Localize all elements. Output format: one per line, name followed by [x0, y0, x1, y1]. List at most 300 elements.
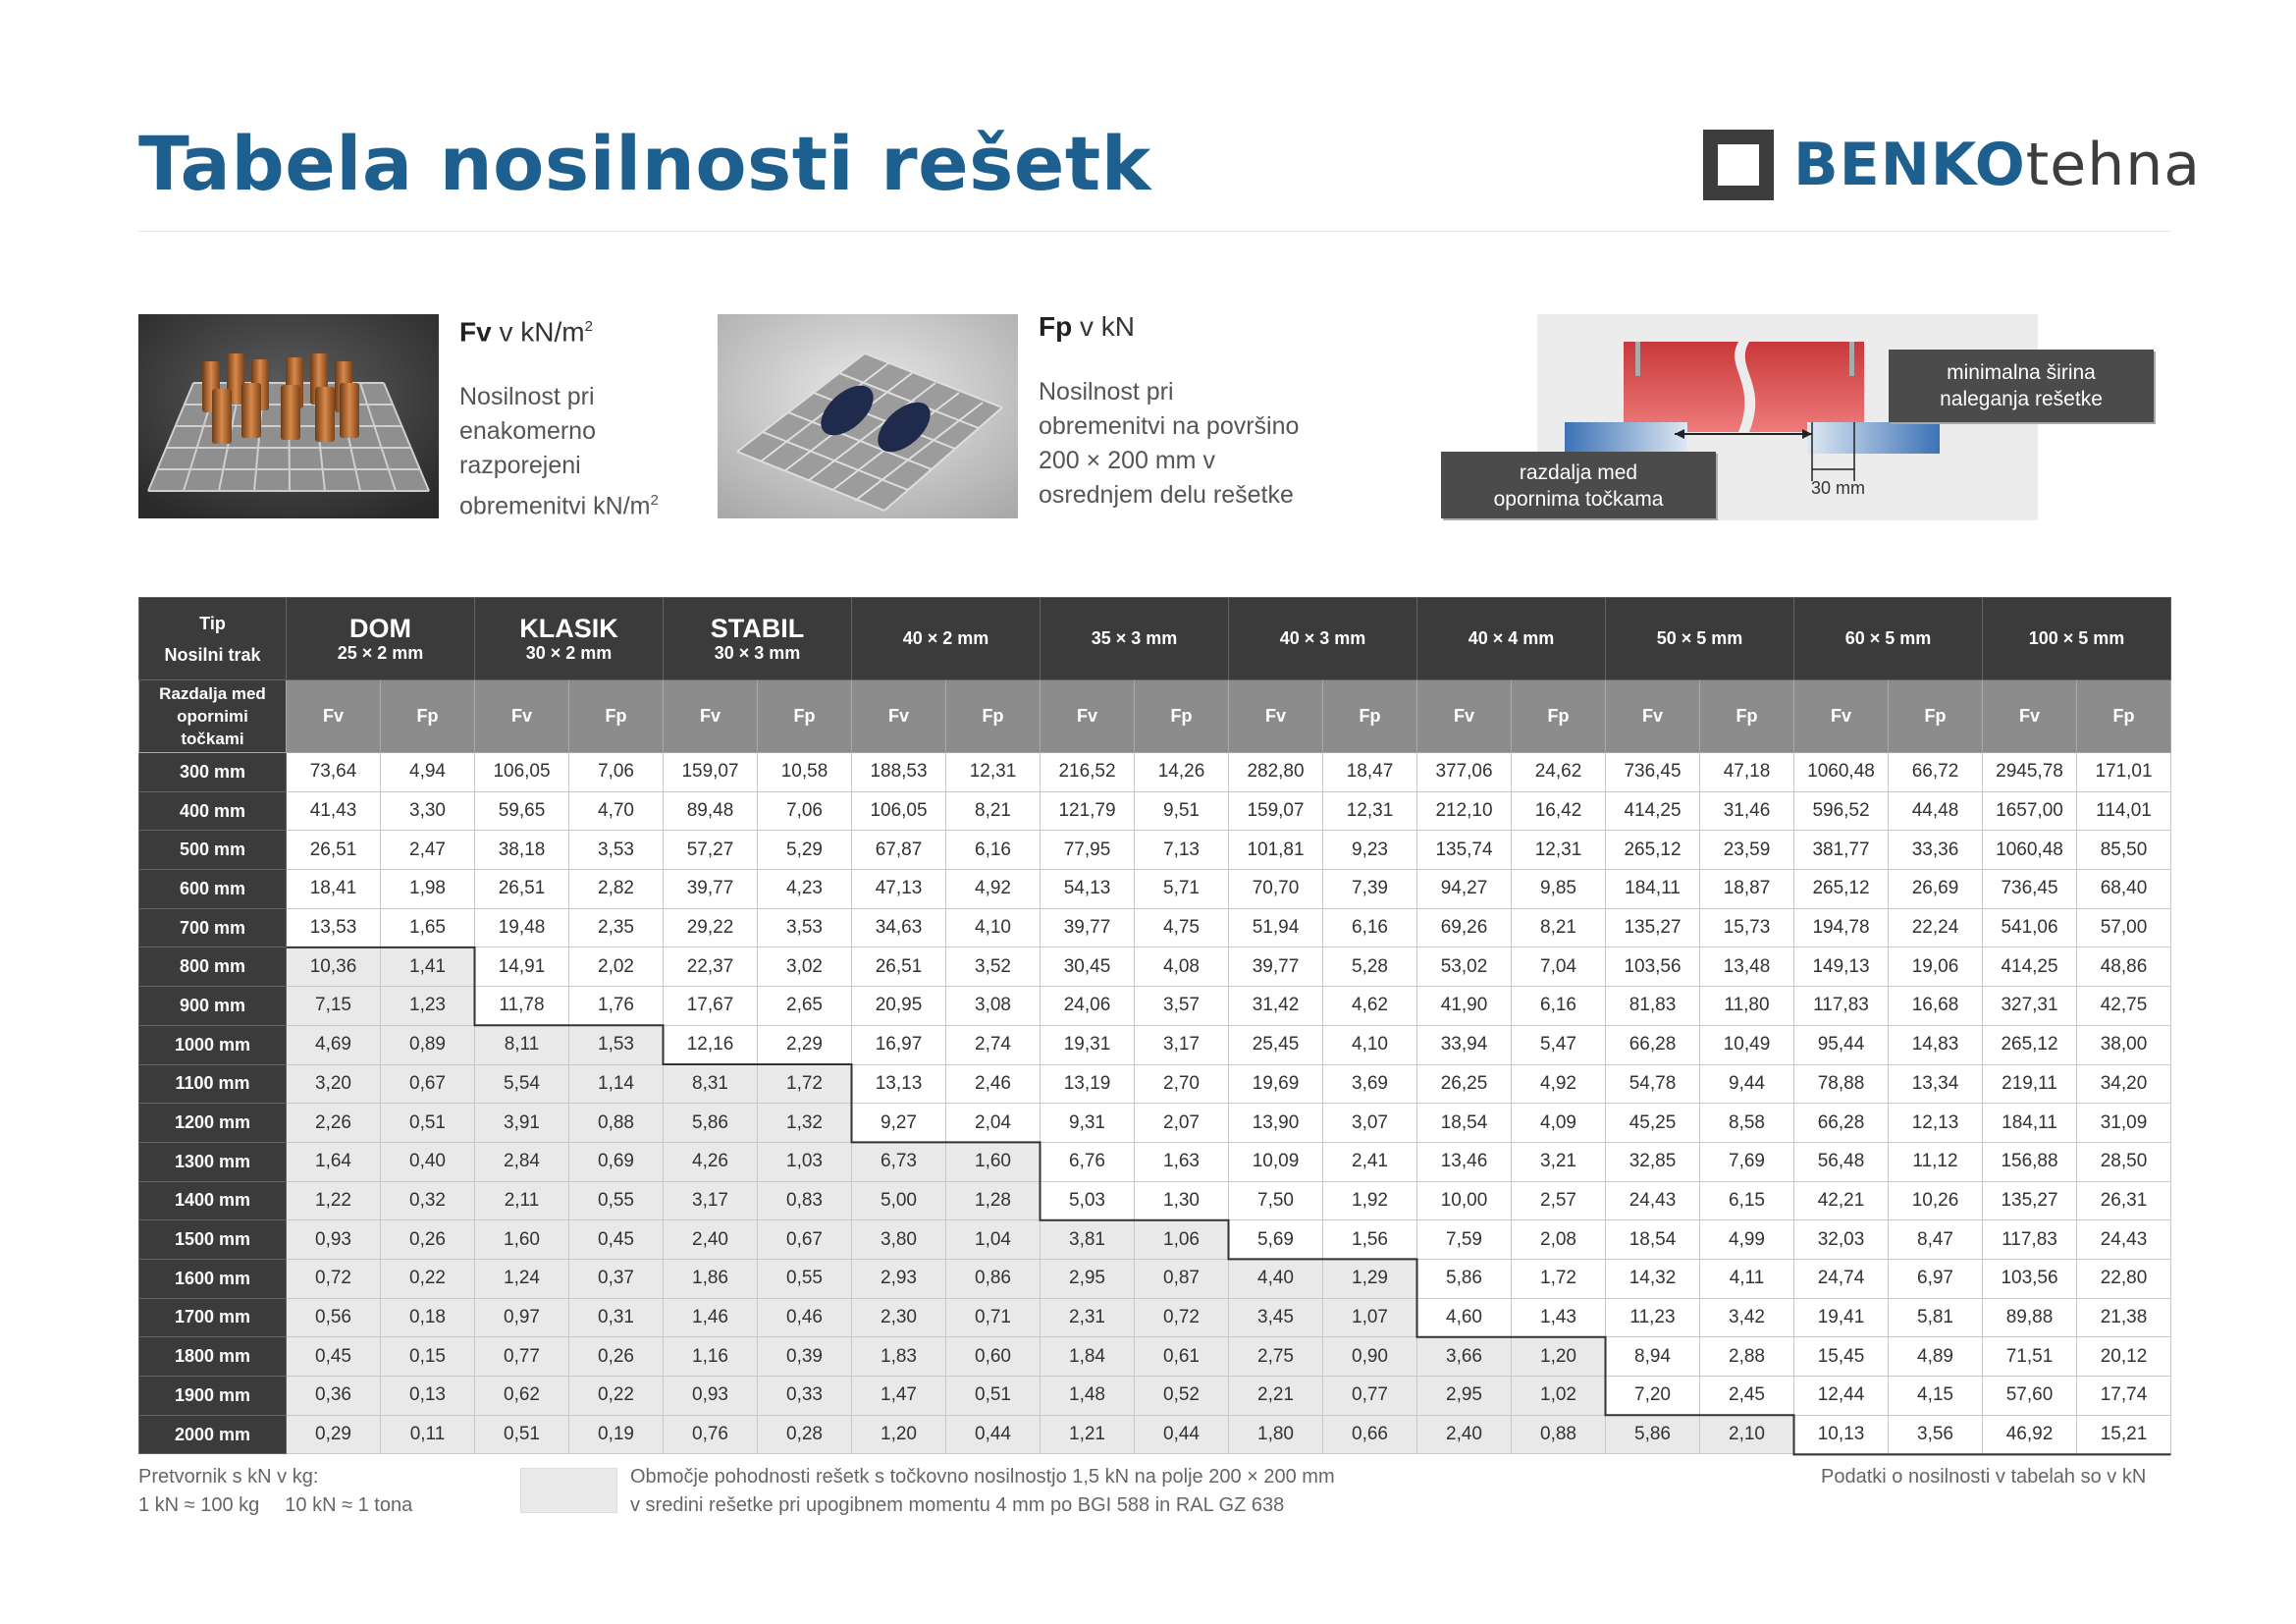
fv-subheader: Fv — [1229, 680, 1323, 753]
span-label: 1500 mm — [139, 1220, 287, 1260]
table-cell: 3,02 — [758, 947, 852, 987]
table-cell: 2,74 — [946, 1025, 1041, 1064]
span-label: 500 mm — [139, 831, 287, 870]
table-cell: 24,43 — [2077, 1220, 2171, 1260]
fp-subheader: Fp — [1323, 680, 1417, 753]
table-cell: 26,51 — [287, 831, 381, 870]
min-width-callout — [1889, 350, 2154, 422]
table-cell: 12,13 — [1889, 1104, 1983, 1143]
table-cell: 11,12 — [1889, 1142, 1983, 1181]
table-row — [139, 1298, 2171, 1337]
table-cell: 59,65 — [475, 791, 569, 831]
span-label: 1800 mm — [139, 1337, 287, 1377]
table-cell: 0,55 — [569, 1181, 664, 1220]
column-header — [1983, 598, 2171, 680]
table-cell: 1,41 — [381, 947, 475, 987]
table-cell: 2,11 — [475, 1181, 569, 1220]
table-cell: 212,10 — [1417, 791, 1512, 831]
table-cell: 1060,48 — [1794, 753, 1889, 792]
table-cell: 265,12 — [1794, 870, 1889, 909]
table-cell: 14,26 — [1135, 753, 1229, 792]
table-cell: 8,11 — [475, 1025, 569, 1064]
table-cell: 17,74 — [2077, 1377, 2171, 1416]
table-cell: 1,02 — [1512, 1377, 1606, 1416]
page-title: Tabela nosilnosti rešetk — [138, 120, 1151, 207]
table-cell: 5,28 — [1323, 947, 1417, 987]
table-cell: 1657,00 — [1983, 791, 2077, 831]
table-cell: 596,52 — [1794, 791, 1889, 831]
table-cell: 66,28 — [1794, 1104, 1889, 1143]
table-cell: 28,50 — [2077, 1142, 2171, 1181]
zone-note-line: Območje pohodnosti rešetk s točkovno nosilnostjo 1,5 kN na polje 200 × 200 mm — [630, 1466, 1335, 1488]
table-cell: 3,66 — [1417, 1337, 1512, 1377]
table-cell: 0,19 — [569, 1415, 664, 1454]
table-cell: 7,15 — [287, 987, 381, 1026]
table-cell: 5,29 — [758, 831, 852, 870]
table-cell: 56,48 — [1794, 1142, 1889, 1181]
table-cell: 29,22 — [664, 908, 758, 947]
legend-fv-line — [459, 483, 659, 523]
legend-fv-line: Nosilnost pri — [459, 383, 595, 411]
table-cell: 159,07 — [1229, 791, 1323, 831]
converter-kg: 1 kN ≈ 100 kg — [138, 1494, 260, 1516]
table-cell: 1,29 — [1323, 1259, 1417, 1298]
table-cell: 22,24 — [1889, 908, 1983, 947]
table-cell: 0,39 — [758, 1337, 852, 1377]
table-cell: 9,44 — [1700, 1064, 1794, 1104]
table-cell: 2,41 — [1323, 1142, 1417, 1181]
table-cell: 89,48 — [664, 791, 758, 831]
table-cell: 3,17 — [1135, 1025, 1229, 1064]
table-cell: 21,38 — [2077, 1298, 2171, 1337]
corner-strip-label: Nosilni trak — [164, 644, 261, 665]
table-cell: 1,28 — [946, 1181, 1041, 1220]
table-cell: 23,59 — [1700, 831, 1794, 870]
column-header — [1229, 598, 1417, 680]
table-cell: 41,43 — [287, 791, 381, 831]
table-cell: 4,60 — [1417, 1298, 1512, 1337]
table-cell: 1,47 — [852, 1377, 946, 1416]
corner-span-label: opornimi — [177, 707, 248, 726]
table-cell: 0,18 — [381, 1298, 475, 1337]
table-cell: 42,21 — [1794, 1181, 1889, 1220]
table-cell: 13,13 — [852, 1064, 946, 1104]
table-cell: 19,06 — [1889, 947, 1983, 987]
table-cell: 10,36 — [287, 947, 381, 987]
table-row — [139, 1064, 2171, 1104]
table-cell: 24,06 — [1041, 987, 1135, 1026]
table-cell: 103,56 — [1983, 1259, 2077, 1298]
table-cell: 3,20 — [287, 1064, 381, 1104]
span-label: 600 mm — [139, 870, 287, 909]
table-cell: 0,61 — [1135, 1337, 1229, 1377]
table-cell: 68,40 — [2077, 870, 2171, 909]
table-cell: 11,80 — [1700, 987, 1794, 1026]
table-cell: 8,21 — [1512, 908, 1606, 947]
table-cell: 3,07 — [1323, 1104, 1417, 1143]
table-cell: 2,04 — [946, 1104, 1041, 1143]
fp-unit: v kN — [1080, 311, 1135, 342]
table-cell: 66,72 — [1889, 753, 1983, 792]
table-row — [139, 1415, 2171, 1454]
table-cell: 39,77 — [664, 870, 758, 909]
span-label: 800 mm — [139, 947, 287, 987]
table-cell: 13,34 — [1889, 1064, 1983, 1104]
table-row — [139, 831, 2171, 870]
table-cell: 38,18 — [475, 831, 569, 870]
table-cell: 0,56 — [287, 1298, 381, 1337]
table-cell: 69,26 — [1417, 908, 1512, 947]
table-cell: 24,62 — [1512, 753, 1606, 792]
table-cell: 12,31 — [1512, 831, 1606, 870]
table-cell: 57,27 — [664, 831, 758, 870]
table-cell: 0,93 — [664, 1377, 758, 1416]
table-cell: 20,12 — [2077, 1337, 2171, 1377]
table-cell: 26,51 — [852, 947, 946, 987]
table-cell: 7,39 — [1323, 870, 1417, 909]
table-cell: 22,80 — [2077, 1259, 2171, 1298]
table-cell: 44,48 — [1889, 791, 1983, 831]
table-cell: 18,47 — [1323, 753, 1417, 792]
table-cell: 19,69 — [1229, 1064, 1323, 1104]
table-cell: 2,95 — [1417, 1377, 1512, 1416]
table-cell: 16,68 — [1889, 987, 1983, 1026]
table-cell: 66,28 — [1606, 1025, 1700, 1064]
table-cell: 5,69 — [1229, 1220, 1323, 1260]
table-cell: 14,83 — [1889, 1025, 1983, 1064]
table-cell: 26,31 — [2077, 1181, 2171, 1220]
table-cell: 7,06 — [569, 753, 664, 792]
table-cell: 0,60 — [946, 1337, 1041, 1377]
uniform-load-illustration — [138, 314, 439, 518]
company-logo — [1703, 128, 2201, 201]
table-cell: 0,72 — [287, 1259, 381, 1298]
table-cell: 4,89 — [1889, 1337, 1983, 1377]
legend-fv-line: razporejeni — [459, 452, 581, 480]
table-cell: 0,26 — [381, 1220, 475, 1260]
table-cell: 216,52 — [1041, 753, 1135, 792]
logo-wordmark-bold: BENKO — [1793, 130, 2026, 199]
table-cell: 381,77 — [1794, 831, 1889, 870]
column-dimension: 60 × 5 mm — [1844, 627, 1932, 648]
table-cell: 101,81 — [1229, 831, 1323, 870]
column-header — [1606, 598, 1794, 680]
table-cell: 4,94 — [381, 753, 475, 792]
table-cell: 31,46 — [1700, 791, 1794, 831]
table-cell: 159,07 — [664, 753, 758, 792]
table-cell: 0,22 — [569, 1377, 664, 1416]
legend-fv-line-sup: 2 — [650, 492, 659, 510]
table-cell: 3,52 — [946, 947, 1041, 987]
fv-subheader: Fv — [475, 680, 569, 753]
table-row — [139, 1181, 2171, 1220]
table-cell: 736,45 — [1606, 753, 1700, 792]
table-cell: 57,60 — [1983, 1377, 2077, 1416]
table-cell: 0,44 — [1135, 1415, 1229, 1454]
fp-subheader: Fp — [758, 680, 852, 753]
table-cell: 5,71 — [1135, 870, 1229, 909]
table-cell: 0,22 — [381, 1259, 475, 1298]
table-cell: 26,51 — [475, 870, 569, 909]
table-cell: 5,86 — [664, 1104, 758, 1143]
table-cell: 3,57 — [1135, 987, 1229, 1026]
table-cell: 0,26 — [569, 1337, 664, 1377]
table-cell: 16,97 — [852, 1025, 946, 1064]
table-cell: 38,00 — [2077, 1025, 2171, 1064]
table-cell: 265,12 — [1606, 831, 1700, 870]
table-cell: 39,77 — [1229, 947, 1323, 987]
table-cell: 13,48 — [1700, 947, 1794, 987]
table-cell: 219,11 — [1983, 1064, 2077, 1104]
column-dimension: 30 × 3 mm — [714, 643, 801, 663]
distance-callout — [1441, 452, 1716, 518]
table-cell: 0,67 — [758, 1220, 852, 1260]
table-cell: 1,46 — [664, 1298, 758, 1337]
table-cell: 135,27 — [1983, 1181, 2077, 1220]
table-cell: 6,16 — [1323, 908, 1417, 947]
table-row — [139, 1259, 2171, 1298]
table-cell: 6,16 — [1512, 987, 1606, 1026]
table-cell: 2945,78 — [1983, 753, 2077, 792]
table-cell: 53,02 — [1417, 947, 1512, 987]
table-cell: 13,46 — [1417, 1142, 1512, 1181]
table-cell: 8,31 — [664, 1064, 758, 1104]
table-cell: 7,59 — [1417, 1220, 1512, 1260]
table-cell: 4,70 — [569, 791, 664, 831]
table-cell: 0,11 — [381, 1415, 475, 1454]
table-cell: 57,00 — [2077, 908, 2171, 947]
table-cell: 0,88 — [569, 1104, 664, 1143]
table-cell: 4,92 — [1512, 1064, 1606, 1104]
table-cell: 2,88 — [1700, 1337, 1794, 1377]
table-cell: 1,43 — [1512, 1298, 1606, 1337]
table-cell: 25,45 — [1229, 1025, 1323, 1064]
table-cell: 0,15 — [381, 1337, 475, 1377]
column-dimension: 40 × 4 mm — [1468, 627, 1555, 648]
table-cell: 1060,48 — [1983, 831, 2077, 870]
table-cell: 2,95 — [1041, 1259, 1135, 1298]
table-cell: 1,86 — [664, 1259, 758, 1298]
table-cell: 0,44 — [946, 1415, 1041, 1454]
table-cell: 73,64 — [287, 753, 381, 792]
table-cell: 94,27 — [1417, 870, 1512, 909]
table-cell: 3,56 — [1889, 1415, 1983, 1454]
table-cell: 10,58 — [758, 753, 852, 792]
table-cell: 1,64 — [287, 1142, 381, 1181]
table-cell: 3,08 — [946, 987, 1041, 1026]
table-cell: 2,31 — [1041, 1298, 1135, 1337]
table-cell: 0,40 — [381, 1142, 475, 1181]
legend-fp-line: osrednjem delu rešetke — [1039, 481, 1294, 509]
fv-subheader: Fv — [1983, 680, 2077, 753]
table-cell: 1,20 — [1512, 1337, 1606, 1377]
legend-fp-line: 200 × 200 mm v — [1039, 447, 1215, 474]
table-cell: 54,13 — [1041, 870, 1135, 909]
table-cell: 2,29 — [758, 1025, 852, 1064]
table-cell: 48,86 — [2077, 947, 2171, 987]
table-row — [139, 791, 2171, 831]
table-cell: 18,54 — [1417, 1104, 1512, 1143]
table-cell: 1,22 — [287, 1181, 381, 1220]
table-cell: 34,20 — [2077, 1064, 2171, 1104]
table-cell: 12,31 — [946, 753, 1041, 792]
column-header — [664, 598, 852, 680]
legend-fp-line: Nosilnost pri — [1039, 378, 1174, 406]
table-row — [139, 1337, 2171, 1377]
table-cell: 1,83 — [852, 1337, 946, 1377]
table-cell: 10,13 — [1794, 1415, 1889, 1454]
table-cell: 2,82 — [569, 870, 664, 909]
table-cell: 106,05 — [852, 791, 946, 831]
distance-label: opornima točkama — [1493, 488, 1664, 511]
table-cell: 135,74 — [1417, 831, 1512, 870]
table-cell: 14,91 — [475, 947, 569, 987]
corner-type-header — [139, 598, 287, 680]
table-cell: 114,01 — [2077, 791, 2171, 831]
column-dimension: 30 × 2 mm — [525, 643, 613, 663]
table-cell: 78,88 — [1794, 1064, 1889, 1104]
corner-span-label: točkami — [181, 730, 244, 748]
table-cell: 11,78 — [475, 987, 569, 1026]
fv-unit: v kN/m — [499, 316, 585, 348]
table-cell: 26,69 — [1889, 870, 1983, 909]
table-cell: 103,56 — [1606, 947, 1700, 987]
table-cell: 149,13 — [1794, 947, 1889, 987]
table-cell: 1,48 — [1041, 1377, 1135, 1416]
span-label: 1300 mm — [139, 1142, 287, 1181]
table-cell: 10,49 — [1700, 1025, 1794, 1064]
table-cell: 12,16 — [664, 1025, 758, 1064]
table-cell: 2,93 — [852, 1259, 946, 1298]
table-cell: 2,57 — [1512, 1181, 1606, 1220]
table-cell: 9,27 — [852, 1104, 946, 1143]
table-cell: 85,50 — [2077, 831, 2171, 870]
table-cell: 8,21 — [946, 791, 1041, 831]
column-brand: KLASIK — [519, 614, 618, 643]
table-cell: 1,60 — [946, 1142, 1041, 1181]
table-cell: 0,67 — [381, 1064, 475, 1104]
table-cell: 24,43 — [1606, 1181, 1700, 1220]
table-cell: 0,45 — [569, 1220, 664, 1260]
table-cell: 0,77 — [1323, 1377, 1417, 1416]
table-cell: 4,99 — [1700, 1220, 1794, 1260]
converter-values — [138, 1491, 412, 1520]
table-cell: 7,06 — [758, 791, 852, 831]
fv-subheader: Fv — [852, 680, 946, 753]
table-cell: 8,94 — [1606, 1337, 1700, 1377]
table-cell: 18,54 — [1606, 1220, 1700, 1260]
fp-subheader: Fp — [569, 680, 664, 753]
table-cell: 3,81 — [1041, 1220, 1135, 1260]
table-cell: 24,74 — [1794, 1259, 1889, 1298]
table-cell: 1,63 — [1135, 1142, 1229, 1181]
span-label: 2000 mm — [139, 1415, 287, 1454]
table-cell: 14,32 — [1606, 1259, 1700, 1298]
span-label: 1900 mm — [139, 1377, 287, 1416]
legend-fp — [1039, 309, 1299, 513]
table-cell: 47,13 — [852, 870, 946, 909]
zone-note-line: v sredini rešetke pri upogibnem momentu 4 mm po BGI 588 in RAL GZ 638 — [630, 1494, 1285, 1516]
table-cell: 81,83 — [1606, 987, 1700, 1026]
table-cell: 13,19 — [1041, 1064, 1135, 1104]
zone-note — [630, 1463, 1335, 1520]
logo-square-icon — [1703, 130, 1774, 200]
table-cell: 13,53 — [287, 908, 381, 947]
table-cell: 2,46 — [946, 1064, 1041, 1104]
table-cell: 2,26 — [287, 1104, 381, 1143]
table-cell: 15,21 — [2077, 1415, 2171, 1454]
table-cell: 2,75 — [1229, 1337, 1323, 1377]
fv-unit-sup: 2 — [584, 318, 593, 335]
table-cell: 4,09 — [1512, 1104, 1606, 1143]
fp-subheader: Fp — [1135, 680, 1229, 753]
table-cell: 18,87 — [1700, 870, 1794, 909]
table-cell: 0,93 — [287, 1220, 381, 1260]
table-cell: 5,86 — [1606, 1415, 1700, 1454]
table-cell: 47,18 — [1700, 753, 1794, 792]
table-cell: 1,14 — [569, 1064, 664, 1104]
span-label: 300 mm — [139, 753, 287, 792]
table-cell: 45,25 — [1606, 1104, 1700, 1143]
table-cell: 20,95 — [852, 987, 946, 1026]
table-cell: 0,97 — [475, 1298, 569, 1337]
column-header — [1041, 598, 1229, 680]
table-cell: 184,11 — [1606, 870, 1700, 909]
table-cell: 4,15 — [1889, 1377, 1983, 1416]
table-cell: 135,27 — [1606, 908, 1700, 947]
table-cell: 9,23 — [1323, 831, 1417, 870]
legend-fp-line: obremenitvi na površino — [1039, 412, 1300, 440]
table-cell: 106,05 — [475, 753, 569, 792]
table-cell: 121,79 — [1041, 791, 1135, 831]
table-cell: 1,53 — [569, 1025, 664, 1064]
table-cell: 2,40 — [1417, 1415, 1512, 1454]
table-cell: 0,51 — [946, 1377, 1041, 1416]
table-cell: 3,17 — [664, 1181, 758, 1220]
span-label: 1100 mm — [139, 1064, 287, 1104]
table-cell: 11,23 — [1606, 1298, 1700, 1337]
table-cell: 7,50 — [1229, 1181, 1323, 1220]
table-row — [139, 1104, 2171, 1143]
table-cell: 377,06 — [1417, 753, 1512, 792]
table-cell: 4,69 — [287, 1025, 381, 1064]
table-cell: 2,10 — [1700, 1415, 1794, 1454]
converter-note — [138, 1463, 412, 1520]
table-cell: 3,80 — [852, 1220, 946, 1260]
table-cell: 6,97 — [1889, 1259, 1983, 1298]
table-cell: 1,98 — [381, 870, 475, 909]
table-cell: 156,88 — [1983, 1142, 2077, 1181]
table-cell: 12,31 — [1323, 791, 1417, 831]
fp-symbol: Fp — [1039, 311, 1073, 342]
span-label: 1000 mm — [139, 1025, 287, 1064]
column-dimension: 40 × 3 mm — [1279, 627, 1366, 648]
span-label: 700 mm — [139, 908, 287, 947]
table-cell: 2,45 — [1700, 1377, 1794, 1416]
table-cell: 265,12 — [1983, 1025, 2077, 1064]
table-cell: 117,83 — [1983, 1220, 2077, 1260]
table-cell: 26,25 — [1417, 1064, 1512, 1104]
converter-tonne: 10 kN ≈ 1 tona — [285, 1494, 413, 1516]
legend-fv-heading — [459, 309, 659, 349]
table-cell: 33,36 — [1889, 831, 1983, 870]
table-cell: 8,58 — [1700, 1104, 1794, 1143]
table-cell: 2,84 — [475, 1142, 569, 1181]
table-cell: 4,92 — [946, 870, 1041, 909]
min-width-label: naleganja rešetke — [1940, 388, 2103, 410]
table-cell: 0,37 — [569, 1259, 664, 1298]
table-cell: 4,08 — [1135, 947, 1229, 987]
